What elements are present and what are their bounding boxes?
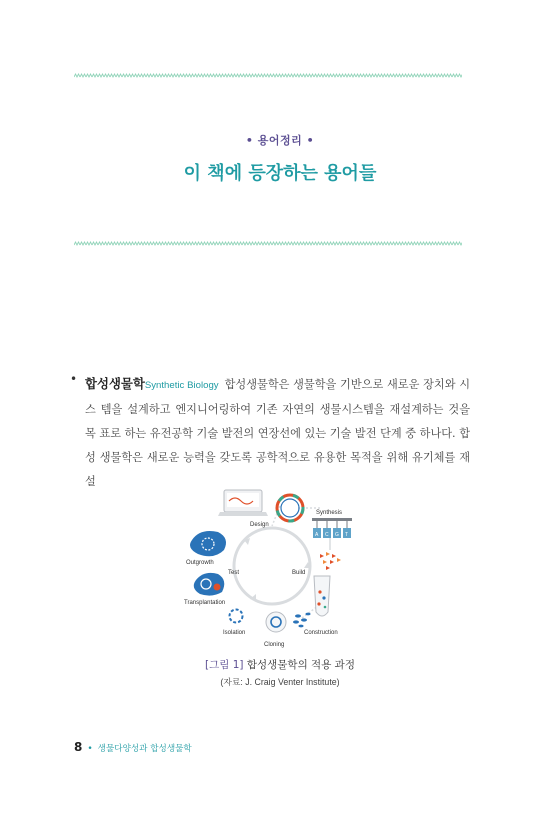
synthetic-biology-cycle-figure <box>180 488 380 648</box>
term-bullet: • <box>70 372 78 386</box>
label-cloning: Cloning <box>264 642 285 648</box>
cycle-ring <box>234 528 310 604</box>
label-outgrowth: Outgrowth <box>186 560 214 566</box>
footer-dot: • <box>87 744 93 754</box>
term-definition <box>70 372 470 494</box>
header-bottom-divider <box>74 240 462 248</box>
figure-number: [그림 1] <box>205 659 244 671</box>
top-divider <box>74 72 462 80</box>
transplantation-cell-icon <box>194 573 225 596</box>
label-synthesis: Synthesis <box>316 510 343 516</box>
term-name-ko: 합성생물학 <box>85 376 145 391</box>
label-transplantation: Transplantation <box>184 600 226 606</box>
dna-synthesizer-icon <box>312 518 352 538</box>
base-t: T <box>345 532 349 538</box>
term-line-2: 템을 설계하고 엔지니어링하여 기존 자연의 생물시스템을 재설계하는 것을 목 <box>85 403 470 440</box>
dna-fragments-icon <box>320 552 341 570</box>
footer-book-title: 생물다양성과 합성생물학 <box>97 744 192 754</box>
term-name-en: Synthetic Biology <box>144 380 219 391</box>
figure-caption-text: 합성생물학의 적용 과정 <box>243 659 355 671</box>
base-a: A <box>315 532 319 538</box>
design-laptop-icon <box>218 490 268 516</box>
test-tube-icon <box>314 576 330 616</box>
construction-fragments-icon <box>293 613 311 628</box>
term-line-3: 표로 하는 유전공학 기술 발전의 연장선에 있는 기술 발전 단계 중 하나다. 합성 <box>85 427 470 464</box>
section-label: • 용어정리 • <box>245 134 315 147</box>
page-title: 이 책에 등장하는 용어들 <box>183 163 377 184</box>
page-number: 8 <box>74 740 83 754</box>
figure-caption <box>0 657 560 672</box>
isolation-dna-icon <box>230 610 243 623</box>
label-isolation: Isolation <box>223 630 246 636</box>
cloning-dish-icon <box>266 612 286 632</box>
base-g: G <box>335 532 339 538</box>
term-line-4: 생물학은 새로운 능력을 갖도록 공학적으로 유용한 목적을 위해 유기체를 재설 <box>85 451 470 488</box>
term-paragraph <box>85 372 470 494</box>
plasmid-icon <box>277 495 303 521</box>
label-construction: Construction <box>304 630 338 636</box>
figure-source: (자료: J. Craig Venter Institute) <box>220 677 340 687</box>
label-test: Test <box>228 570 240 576</box>
page-footer <box>74 740 192 754</box>
label-design: Design <box>250 522 269 528</box>
outgrowth-cell-icon <box>190 531 226 556</box>
label-build: Build <box>292 570 306 576</box>
base-c: C <box>325 532 329 538</box>
term-line-1: 합성생물학은 생물학을 기반으로 새로운 장치와 시스 <box>85 378 471 416</box>
